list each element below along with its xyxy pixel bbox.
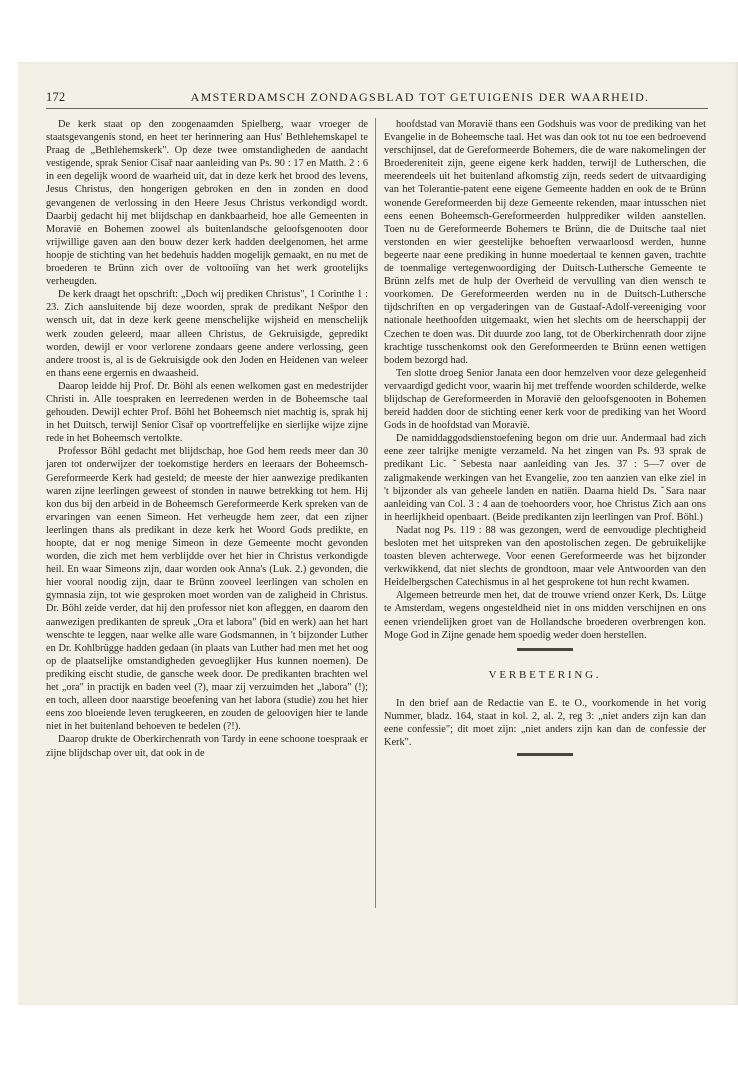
right-column [384,118,706,756]
section-title: VERBETERING. [488,668,602,681]
paragraph: De namiddaggodsdienstoefening begon om drie uur. Andermaal had zich eene zeer talrijke menigte verzameld. Na het zingen van Ps. 93 sprak de predikant Lic. ˇSebesta naar aanleiding van Jes. 37 : 5—7 over de zaligmakende werkingen van het Evangelie, zoo ten aanzien van elke ziel in 't bijzonder als van geheele landen en natiën. Daarna hield Ds. ˇSara naar aanleiding van Col. 3 : 4 aan de toehoorders voor, hoe Christus Zich aan ons in heerlijkheid openbaart. (Beide predikanten zijn leerlingen van Prof. Böhl.) [384,433,706,523]
paragraph: De kerk staat op den zoogenaamden Spielberg, waar vroeger de staatsgevangenis stond, en heet ter herinnering aan Hus' Bethlehemskapel te Praag de „Bethlehemskerk". Op deze twee omstandigheden de aandacht vestigende, sprak Senior Cisař naar aanleiding van Ps. 90 : 17 en Matth. 2 : 6 in een degelijk woord de waarheid uit, dat in deze kerk het brood des levens, Jesus Christus, den hongerigen gebroken en den in zonden en dood gevangenen de verlossing in den Heere Jesus Christus verkondigd wordt. Daarbij gedacht hij met blijdschap en dankbaarheid, hoe alle Gemeenten in Moravië en Bohemen zoowel als buitenlandsche geloofsgenooten door vrijwillige gaven aan den bouw dezer kerk hadden deelgenomen, het arme hoopje de stichting van het bedehuis hadden mogelijk gemaakt, en nu met de broederen te Brünn zich over de voltooiïng van het werk grootelijks verheugden. [46,119,368,288]
paragraph: Daarop leidde hij Prof. Dr. Böhl als eenen welkomen gast en medestrijder Christi in. Alle toespraken en leerredenen werden in de Boheemsche taal gehouden. Dewijl echter Prof. Böhl het Boheemsch niet machtig is, sprak hij in het Duitsch, terwijl Senior Cisař op voortreffelijke en sierlijke wijze zijne rede in het Boheemsch vertolkte. [46,380,368,445]
ornament-divider [517,648,573,651]
paragraph: Professor Böhl gedacht met blijdschap, hoe God hem reeds meer dan 30 jaren tot onderwijzer der toekomstige herders en leeraars der Boheemsch-Gereformeerde Kerk had gesteld; de meeste der hier aanwezige predikanten waren zijne leerlingen geweest of stonden in nauwe betrekking tot hem. Hij kon dus bij den arbeid in de Boheemsch Gereformeerde Kerk spreken van de ervaringen van eenen Simeon. Het verheugde hem zeer, dat een zijner leerlingen thans als predikant in deze kerk het Woord Gods predikte, en hoopte, dat er nog menige Simeon in deze Gemeente mocht gevonden worden, die zich met hem verblijdde over het hier in Christus verkondigde heil. En waar Simeons zijn, daar worden ook Anna's (Luk. 2.) gevonden, die hier vooral noodig zijn, daar te Brünn zooveel leerlingen van scholen en gymnasia zijn, tot wie gesproken moet worden van de zaligheid in Christus. Dr. Böhl zeide verder, dat hij den professor niet kon afleggen, en daarom den aanwezigen predikanten de spreuk „Ora et labora" (bid en werk) aan het hart wenschte te leggen, naar welke alle ware Godsmannen, in 't bijzonder Luther en Dr. Kohlbrügge hadden gedaan (in plaats van Luther had men met het oog op de plaatselijke omstandigheden gevoeglijker Hus kunnen noemen). De prediking eischt studie, de gansche week door. De predikanten brachten wel het „ora" in practijk en baden veel (?), maar zij verzuimden het „labora" (!); en toch, alleen door naarstige beoefening van het labora (studie) zou het hier eens zoo bloeiende leven terugkeeren, en zouden de geloovigen hier te lande niet in het buitenland behoeven te bedelen (?!). [46,446,368,733]
ornament-divider-end [517,753,573,756]
paragraph: Ten slotte droeg Senior Janata een door hemzelven voor deze gelegenheid vervaardigd gedicht voor, waarin hij met treffende woorden schilderde, welke blijdschap de Gereformeerden in Moravië den geloofsgenooten in Bohemen bereid hadden door de stichting eener kerk voor de prediking van het Woord Gods in de hoofdstad van Moravië. [384,367,706,432]
paragraph: De kerk draagt het opschrift: „Doch wij prediken Christus", 1 Corinthe 1 : 23. Zich aansluitende bij deze woorden, sprak de predikant Nešpor den wensch uit, dat in deze kerk geene menschelijke wijsheid en menschelijk werk zouden geleerd, maar alleen Christus, de Gekruisigde, gepredikt worden, dewijl er voor verlorene zondaars geene andere verlossing, geen andere troost is, al is de Gekruisigde ook den Joden en Heidenen van weleer en thans eene ergernis en dwaasheid. [46,289,368,379]
paragraph: Algemeen betreurde men het, dat de trouwe vriend onzer Kerk, Ds. Lütge te Amsterdam, wegens ongesteldheid niet in ons midden verschijnen en ons eenen vriendelijken groet van de Hollandsche broederen overbrengen kon. Moge God in Zijne genade hem spoedig weder doen herstellen. [384,590,706,641]
correction-note: In den brief aan de Redactie van E. te O., voorkomende in het vorig Nummer, bladz. 164, staat in kol. 2, al. 2, reg 3: „niet anders zijn kan dan eene confessie"; dit moet zijn: „niet anders zijn kan dan de confessie der Kerk". [384,697,706,749]
running-title: AMSTERDAMSCH ZONDAGSBLAD TOT GETUIGENIS DER WAARHEID. [190,90,650,104]
column-divider [375,118,376,908]
page-number: 172 [46,90,66,104]
paragraph: Nadat nog Ps. 119 : 88 was gezongen, werd de eenvoudige plechtigheid besloten met het uitspreken van den apostolischen zegen. De gebruikelijke toasten bleven achterwege. Voor eenen Gereformeerde was het bijzonder verkwikkend, dat niet slechts de grondtoon, maar vele Antwoorden van den Heidelbergschen Catechismus in al het gesprokene tot hun recht kwamen. [384,524,706,589]
left-column [46,118,368,760]
paragraph: hoofdstad van Moravië thans een Godshuis was voor de prediking van het Evangelie in de Boheemsche taal. Het was dan ook tot nu toe een bedroevend verschijnsel, dat de Gereformeerde Bohemers, die de ware nakomelingen der Broedereniteit zijn, geene eigene kerk hadden, terwijl de Lutherschen, die meerendeels uit het buitenland afkomstig zijn, reeds sedert de uitvaardiging van het Tolerantie-patent eene eigene Gemeente hadden en ook de te Brünn wonende Gereformeerden bij deze Gemeente rekenden, maar intusschen niet eens eenen Boheemsch-Gereformeerden hulpprediker wilden aanstellen. Toen nu de Gereformeerde Bohemers te Brünn, die de Duitsche taal niet verstonden en wier geestelijke behoeften verwaarloosd werden, hunne begeerte naar eene prediking in hunne moedertaal te kennen gaven, trachtte de toenmalige vertegenwoordiging der Duitsch-Luthersche Gemeente te Brünn zelfs met de hulp der Overheid de vervulling van dien wensch te voorkomen. De Gereformeerden werden nu in de Duitsch-Luthersche tijdschriften en op vergaderingen van de Gustaaf-Adolf-vereeniging voor nationale heethoofden uitgemaakt, wien het slechts om de heerschappij der Czechen te doen was. Dit duurde zoo lang, tot de Oberkirchenrath door zijne krachtige tusschenkomst ook den Gereformeerden te Brünn eenen wettigen bodem bezorgd had. [384,119,706,366]
paragraph: Daarop drukte de Oberkirchenrath von Tardy in eene schoone toespraak er zijne blijdschap over uit, dat ook in de [46,734,368,759]
header-rule [46,108,708,109]
